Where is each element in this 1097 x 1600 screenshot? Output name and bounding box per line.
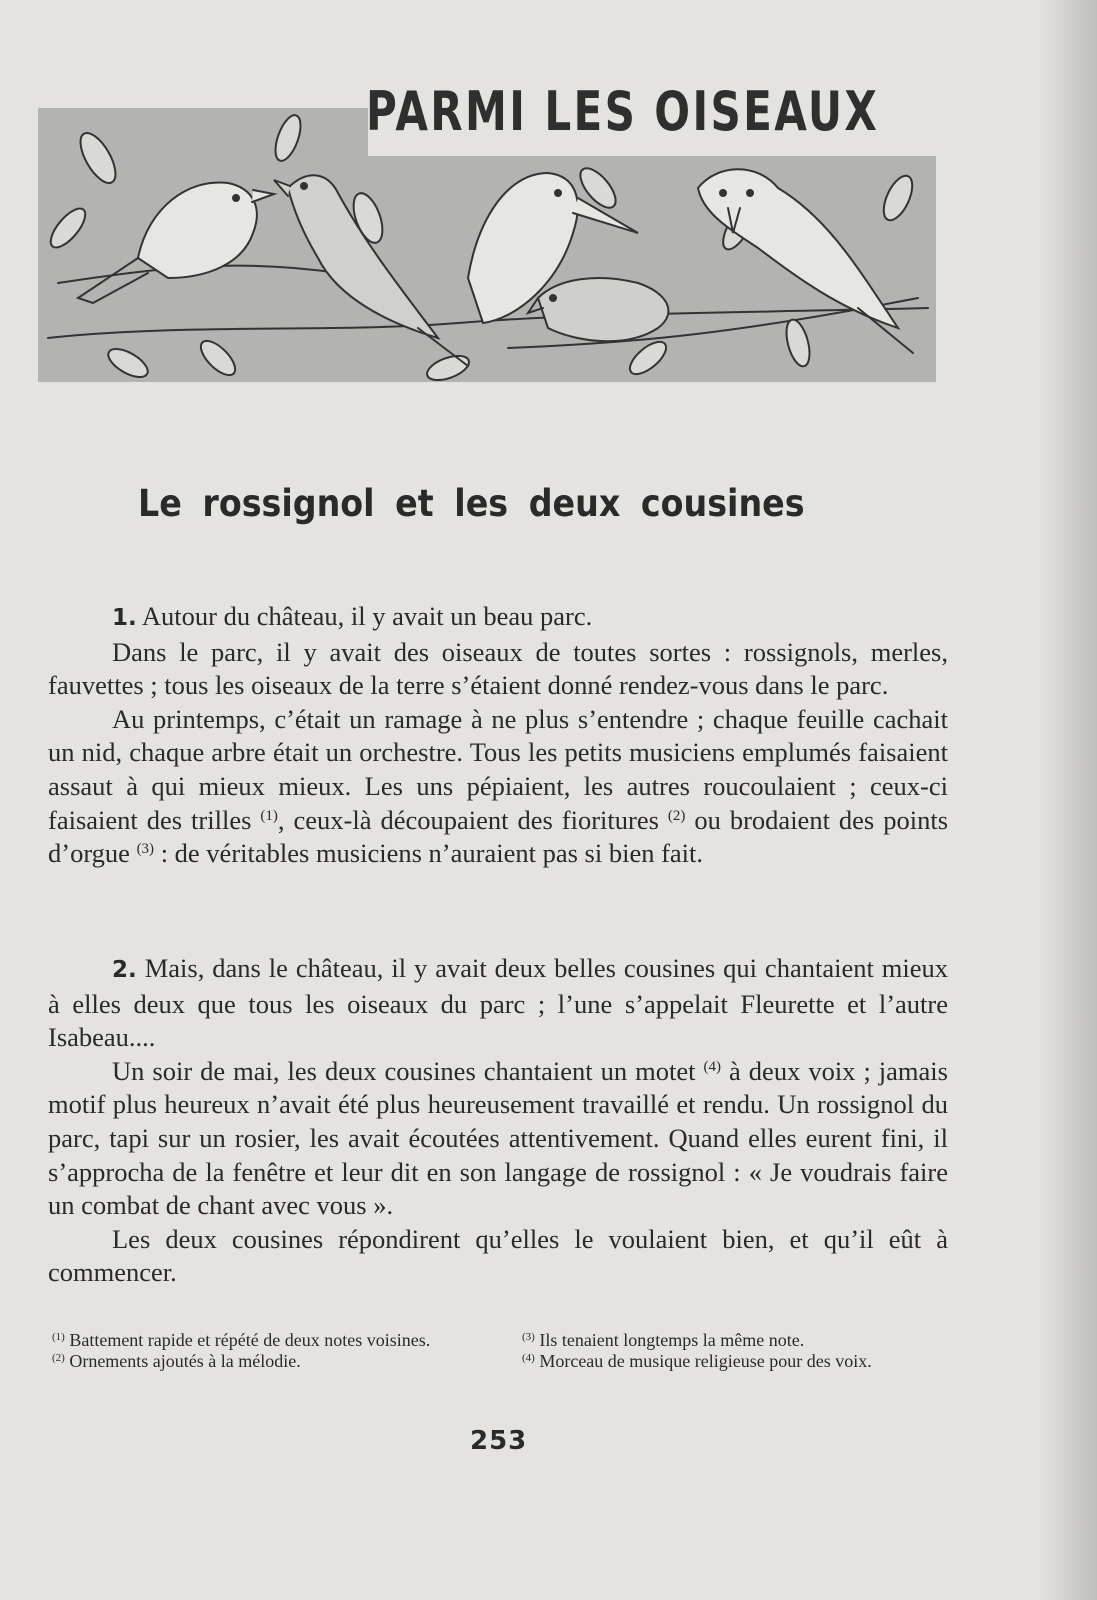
footnotes-left bbox=[52, 1330, 482, 1371]
footnotes-right bbox=[522, 1330, 952, 1371]
footnote-ref: (4) bbox=[703, 1058, 722, 1075]
footnote-ref: (2) bbox=[667, 807, 686, 824]
paragraph: Au printemps, c’était un ramage à ne plus s’entendre ; chaque feuille cachait un nid, chaque arbre était un orchestre. Tous les petits musiciens emplumés faisaient assaut à qui mieux mieux. Les uns pépiaient, les autres roucoulaient ; ceux-ci faisaient des trilles $^{(1)}$, ceux-là découpaient des fioritures $^{(2)}$ ou brodaient des points d’orgue $^{(3)}$ : de véritables musiciens n’auraient pas si bien fait. bbox=[48, 703, 949, 869]
page-number: 253 bbox=[470, 1426, 528, 1456]
footnote: $^{(2)}$ Ornements ajoutés à la mélodie. bbox=[52, 1350, 301, 1371]
footnote-ref: (1) bbox=[260, 807, 278, 824]
birds-illustration bbox=[38, 108, 936, 382]
section-banner-title: PARMI LES OISEAUX bbox=[366, 80, 880, 143]
paragraph: Dans le parc, il y avait des oiseaux de toutes sortes : rossignols, merles, fauvettes ; tous les oiseaux de la terre s’étaient donné rendez-vous dans le parc. bbox=[48, 636, 948, 701]
footnote: $^{(1)}$ Battement rapide et répété de deux notes voisines. bbox=[52, 1330, 431, 1350]
footnote: $^{(3)}$ Ils tenaient longtemps la même note. bbox=[522, 1330, 805, 1350]
footnote: $^{(4)}$ Morceau de musique religieuse pour des voix. bbox=[522, 1350, 872, 1371]
paragraph: Les deux cousines répondirent qu’elles le voulaient bien, et qu’il eût à commencer. bbox=[48, 1223, 948, 1288]
story-part-1 bbox=[48, 600, 948, 871]
section-number: 2. bbox=[112, 957, 137, 983]
story-title: Le rossignol et les deux cousines bbox=[138, 482, 805, 525]
paragraph: 1. Autour du château, il y avait un beau parc. bbox=[112, 601, 593, 631]
section-number: 1. bbox=[112, 605, 137, 631]
paragraph: 2. Mais, dans le château, il y avait deux belles cousines qui chantaient mieux à elles deux que tous les oiseaux du parc ; l’une s’appelait Fleurette et l’autre Isabeau.... bbox=[48, 953, 949, 1053]
footnote-ref: (3) bbox=[136, 841, 155, 858]
paragraph: Un soir de mai, les deux cousines chantaient un motet $^{(4)}$ à deux voix ; jamais motif plus heureux n’avait été plus heureusement travaillé et rendu. Un rossignol du parc, tapi sur un rosier, les avait écoutées attentivement. Quand elles eurent fini, il s’approcha de la fenêtre et leur dit en son langage de rossignol : « Je voudrais faire un combat de chant avec vous ». bbox=[48, 1055, 948, 1221]
page-edge-shadow bbox=[1037, 0, 1097, 1600]
story-part-2 bbox=[48, 952, 948, 1290]
